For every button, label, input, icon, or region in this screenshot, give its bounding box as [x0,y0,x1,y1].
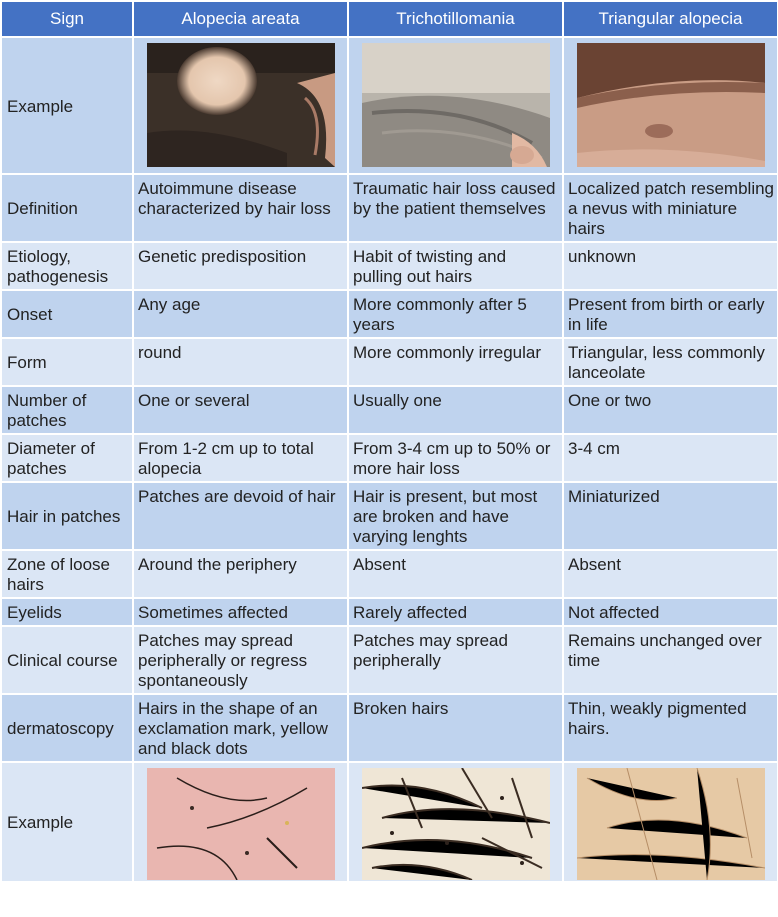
cell-trichotillomania: From 3-4 cm up to 50% or more hair loss [349,435,562,481]
example-label-top: Example [2,38,132,173]
trichotillomania-photo [362,43,550,167]
table-row [2,387,777,433]
triangular-alopecia-dermatoscopy-cell [564,763,777,881]
header-row [2,2,777,36]
cell-trichotillomania: Broken hairs [349,695,562,761]
table-row [2,339,777,385]
row-sign: Onset [2,291,132,337]
cell-alopecia-areata: One or several [134,387,347,433]
cell-triangular-alopecia: Present from birth or early in life [564,291,777,337]
row-sign: Form [2,339,132,385]
table-row [2,435,777,481]
cell-triangular-alopecia: Triangular, less commonly lanceolate [564,339,777,385]
cell-alopecia-areata: Hairs in the shape of an exclamation mark, yellow and black dots [134,695,347,761]
cell-trichotillomania: Habit of twisting and pulling out hairs [349,243,562,289]
example-label-bottom: Example [2,763,132,881]
cell-triangular-alopecia: unknown [564,243,777,289]
cell-trichotillomania: More commonly after 5 years [349,291,562,337]
example-row-top [2,38,777,173]
cell-triangular-alopecia: Not affected [564,599,777,625]
cell-triangular-alopecia: Thin, weakly pigmented hairs. [564,695,777,761]
row-sign: Zone of loose hairs [2,551,132,597]
cell-trichotillomania: Usually one [349,387,562,433]
cell-alopecia-areata: Autoimmune disease characterized by hair loss [134,175,347,241]
row-sign: Eyelids [2,599,132,625]
cell-alopecia-areata: Patches may spread peripherally or regress spontaneously [134,627,347,693]
table-row [2,483,777,549]
triangular-alopecia-photo-cell [564,38,777,173]
alopecia-areata-dermatoscopy-photo [147,768,335,880]
cell-triangular-alopecia: One or two [564,387,777,433]
cell-trichotillomania: Absent [349,551,562,597]
table-row [2,627,777,693]
triangular-alopecia-photo [577,43,765,167]
alopecia-areata-photo [147,43,335,167]
cell-alopecia-areata: Sometimes affected [134,599,347,625]
cell-trichotillomania: Traumatic hair loss caused by the patient themselves [349,175,562,241]
cell-trichotillomania: Patches may spread peripherally [349,627,562,693]
trichotillomania-photo-cell [349,38,562,173]
cell-trichotillomania: Rarely affected [349,599,562,625]
header-alopecia-areata: Alopecia areata [134,2,347,36]
triangular-alopecia-dermatoscopy-photo [577,768,765,880]
cell-triangular-alopecia: Miniaturized [564,483,777,549]
header-trichotillomania: Trichotillomania [349,2,562,36]
cell-triangular-alopecia: Localized patch resembling a nevus with miniature hairs [564,175,777,241]
cell-triangular-alopecia: Remains unchanged over time [564,627,777,693]
row-sign: dermatoscopy [2,695,132,761]
row-sign: Diameter of patches [2,435,132,481]
trichotillomania-dermatoscopy-photo [362,768,550,880]
table-row [2,243,777,289]
alopecia-areata-dermatoscopy-cell [134,763,347,881]
table-row [2,551,777,597]
alopecia-areata-photo-cell [134,38,347,173]
cell-trichotillomania: Hair is present, but most are broken and have varying lenghts [349,483,562,549]
table-row [2,599,777,625]
example-row-bottom [2,763,777,881]
cell-triangular-alopecia: 3-4 cm [564,435,777,481]
row-sign: Definition [2,175,132,241]
row-sign: Number of patches [2,387,132,433]
row-sign: Clinical course [2,627,132,693]
cell-alopecia-areata: Patches are devoid of hair [134,483,347,549]
cell-alopecia-areata: Any age [134,291,347,337]
cell-triangular-alopecia: Absent [564,551,777,597]
cell-alopecia-areata: Around the periphery [134,551,347,597]
table-row [2,291,777,337]
cell-alopecia-areata: Genetic predisposition [134,243,347,289]
row-sign: Etiology, pathogenesis [2,243,132,289]
cell-alopecia-areata: From 1-2 cm up to total alopecia [134,435,347,481]
header-triangular-alopecia: Triangular alopecia [564,2,777,36]
header-sign: Sign [2,2,132,36]
cell-trichotillomania: More commonly irregular [349,339,562,385]
cell-alopecia-areata: round [134,339,347,385]
row-sign: Hair in patches [2,483,132,549]
trichotillomania-dermatoscopy-cell [349,763,562,881]
table-row [2,175,777,241]
table-row [2,695,777,761]
